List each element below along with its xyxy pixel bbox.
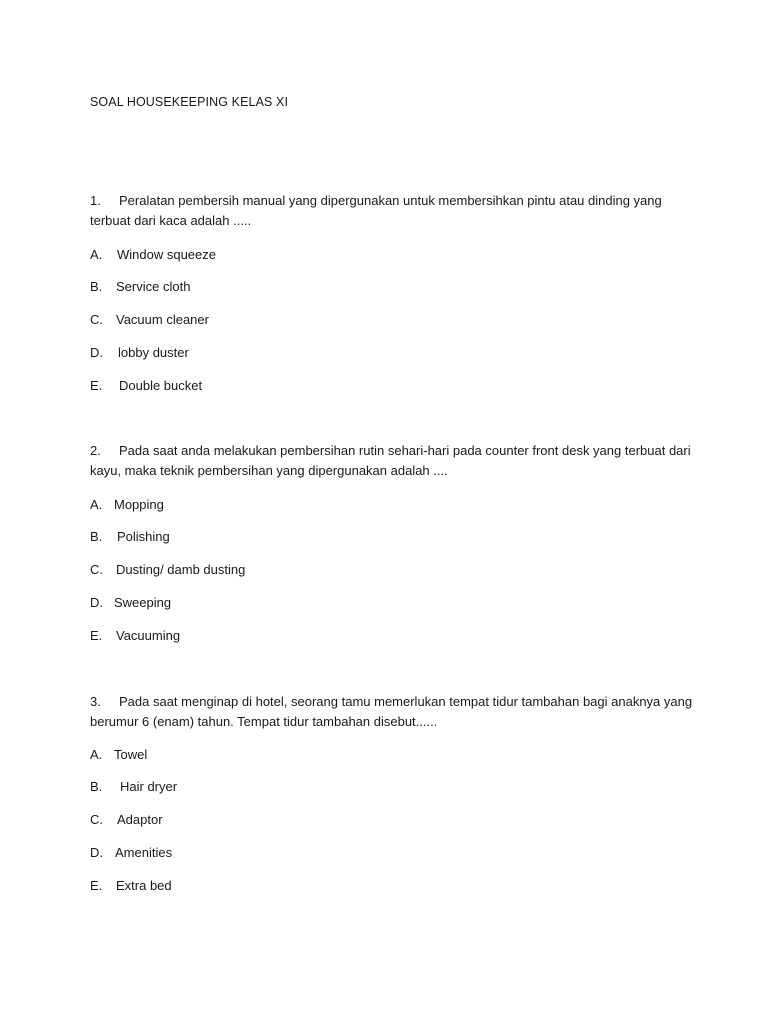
option-text: Polishing — [117, 529, 170, 544]
question-2-line-2: kayu, maka teknik pembersihan yang dipergunakan adalah .... — [90, 463, 448, 478]
option-letter: B. — [90, 779, 103, 794]
option-letter: C. — [90, 312, 103, 327]
option-1c — [90, 312, 209, 327]
question-number: 2. — [90, 443, 101, 458]
question-3-line-2: berumur 6 (enam) tahun. Tempat tidur tambahan disebut...... — [90, 714, 438, 729]
page-title: SOAL HOUSEKEEPING KELAS XI — [90, 95, 289, 109]
option-text: Sweeping — [114, 595, 172, 610]
option-letter: B. — [90, 279, 103, 294]
option-2d — [90, 595, 171, 610]
option-letter: A. — [90, 247, 103, 262]
question-2-line-1 — [90, 443, 691, 458]
option-3a — [90, 747, 147, 762]
option-letter: A. — [90, 747, 103, 762]
option-2a — [90, 497, 164, 512]
option-text: Vacuum cleaner — [116, 312, 209, 327]
option-text: lobby duster — [118, 345, 189, 360]
option-letter: E. — [90, 378, 103, 393]
option-text: Towel — [114, 747, 148, 762]
option-text: Mopping — [114, 497, 164, 512]
question-3-line-1 — [90, 694, 692, 709]
option-text: Dusting/ damb dusting — [116, 562, 246, 577]
option-1a — [90, 247, 216, 262]
option-text: Double bucket — [119, 378, 203, 393]
option-letter: D. — [90, 345, 103, 360]
option-letter: B. — [90, 529, 103, 544]
option-letter: A. — [90, 497, 103, 512]
option-text: Hair dryer — [120, 779, 178, 794]
option-letter: C. — [90, 812, 103, 827]
option-1e — [90, 378, 202, 393]
option-text: Window squeeze — [117, 247, 216, 262]
option-3e — [90, 878, 172, 893]
question-1-line-2: terbuat dari kaca adalah ..... — [90, 213, 252, 228]
option-2c — [90, 562, 245, 577]
option-letter: C. — [90, 562, 103, 577]
question-number: 3. — [90, 694, 101, 709]
option-3b — [90, 779, 177, 794]
question-text: Pada saat menginap di hotel, seorang tamu memerlukan tempat tidur tambahan bagi anaknya yang — [119, 694, 693, 709]
option-text: Adaptor — [117, 812, 163, 827]
option-text: Amenities — [115, 845, 173, 860]
option-letter: E. — [90, 878, 103, 893]
question-text: Peralatan pembersih manual yang dipergunakan untuk membersihkan pintu atau dinding yang — [119, 193, 662, 208]
option-letter: D. — [90, 595, 103, 610]
option-1b — [90, 279, 190, 294]
question-1-line-1 — [90, 193, 662, 208]
option-letter: E. — [90, 628, 103, 643]
option-1d — [90, 345, 189, 360]
question-number: 1. — [90, 193, 101, 208]
question-text: Pada saat anda melakukan pembersihan rutin sehari-hari pada counter front desk yang terbuat dari — [119, 443, 691, 458]
option-2b — [90, 529, 170, 544]
option-text: Service cloth — [116, 279, 191, 294]
option-3c — [90, 812, 163, 827]
option-3d — [90, 845, 172, 860]
option-letter: D. — [90, 845, 103, 860]
option-text: Extra bed — [116, 878, 172, 893]
option-text: Vacuuming — [116, 628, 181, 643]
option-2e — [90, 628, 180, 643]
